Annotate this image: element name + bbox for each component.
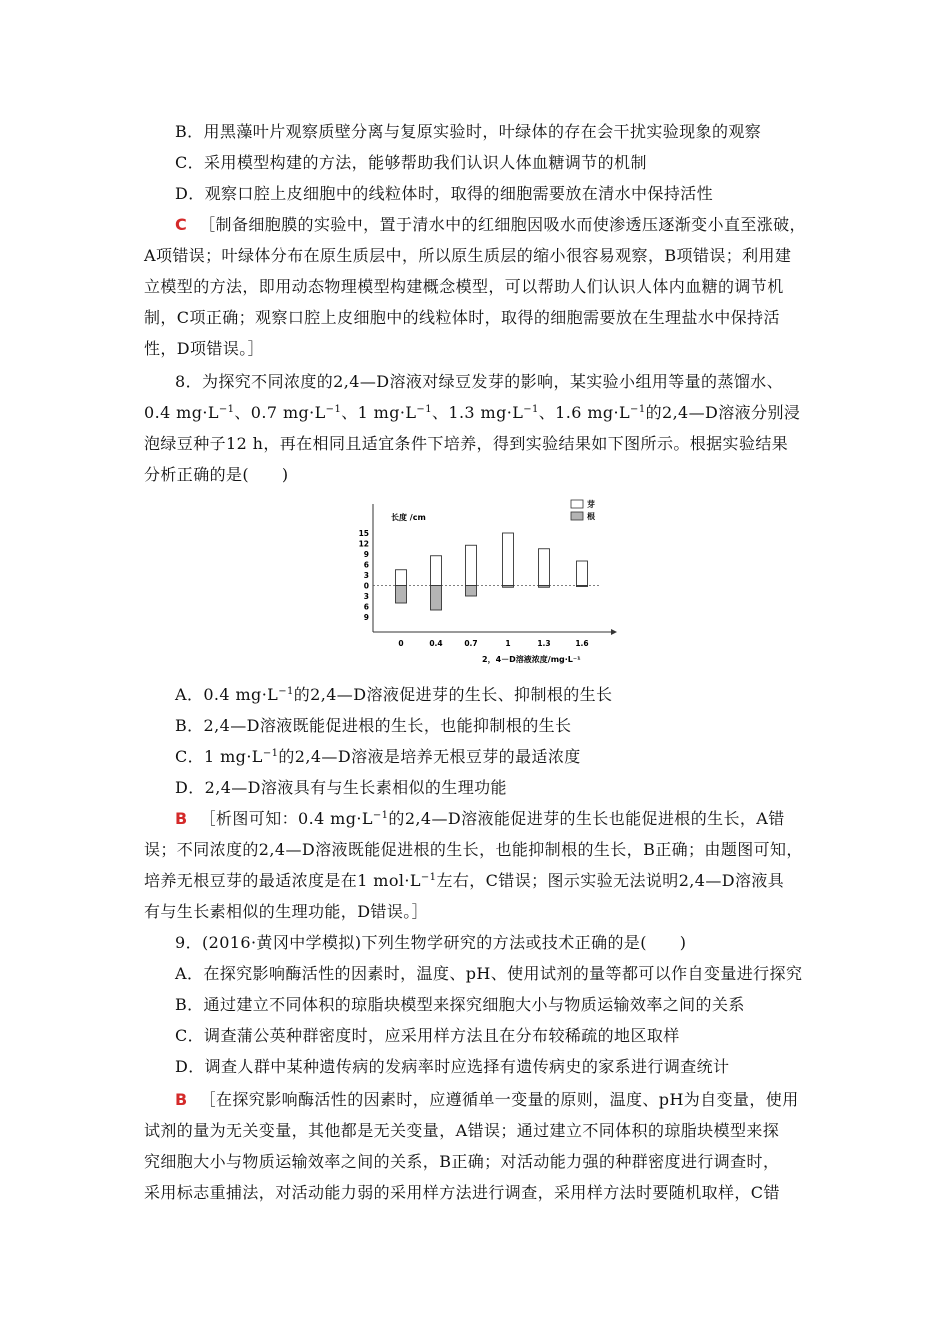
bud-bar — [466, 545, 477, 585]
x-tick-label: 0 — [398, 639, 404, 648]
q9-option-c: C．调查蒲公英种群密度时，应采用样方法且在分布较稀疏的地区取样 — [175, 1026, 680, 1045]
q9-stem: 9．(2016·黄冈中学模拟)下列生物学研究的方法或技术正确的是( ) — [175, 933, 687, 952]
q9-option-b: B．通过建立不同体积的琼脂块模型来探究细胞大小与物质运输效率之间的关系 — [175, 995, 745, 1014]
y-tick-label: 6 — [363, 560, 369, 570]
q9-explanation-line: 究细胞大小与物质运输效率之间的关系，B正确；对活动能力强的种群密度进行调查时， — [144, 1152, 780, 1171]
q8-option-c: C．1 $mg\cdot L^{-1}$的2,4—D溶液是培养无根豆芽的最适浓度 — [175, 747, 581, 766]
q7-option-c: C．采用模型构建的方法，能够帮助我们认识人体血糖调节的机制 — [175, 153, 647, 172]
q7-explanation-line: 立模型的方法，即用动态物理模型构建概念模型，可以帮助人们认识人体内血糖的调节机 — [144, 277, 784, 296]
bud-bar — [577, 561, 588, 586]
q7-option-d: D．观察口腔上皮细胞中的线粒体时，取得的细胞需要放在清水中保持活性 — [175, 184, 714, 203]
q7-option-b: B．用黑藻叶片观察质壁分离与复原实验时，叶绿体的存在会干扰实验现象的观察 — [175, 122, 762, 141]
x-tick-label: 1 — [505, 639, 511, 648]
y-tick-label: 9 — [363, 613, 369, 622]
x-tick-label: 0.4 — [429, 639, 443, 648]
q7-answer: C — [175, 215, 188, 234]
x-tick-label: 0.7 — [464, 639, 478, 648]
bud-bar — [503, 533, 514, 586]
bud-bar — [396, 570, 407, 586]
x-tick-label: 1.6 — [575, 639, 589, 648]
bud-bar — [431, 556, 442, 586]
y-tick-label: 3 — [363, 571, 369, 580]
q8-option-b: B．2,4—D溶液既能促进根的生长，也能抑制根的生长 — [175, 716, 572, 735]
x-tick-label: 1.3 — [537, 639, 551, 648]
legend-bud-label: 芽 — [587, 500, 595, 509]
bar-chart — [355, 494, 625, 670]
q8-option-d: D．2,4—D溶液具有与生长素相似的生理功能 — [175, 778, 507, 797]
q8-explanation-line: 培养无根豆芽的最适浓度是在1 $mol\cdot L^{-1}$左右，C错误；图示实验无法说明2,4—D溶液具 — [144, 871, 785, 890]
root-bar — [577, 586, 588, 587]
root-bar — [431, 586, 442, 611]
q8-explanation-line: 误；不同浓度的2,4—D溶液既能促进根的生长，也能抑制根的生长，B正确；由题图可知， — [144, 840, 803, 859]
q8-stem: 0.4 $mg\cdot L^{-1}$、0.7 $mg\cdot L^{-1}$、1 $mg\cdot L^{-1}$、1.3 $mg\cdot L^{-1}$、1.6 $mg\cdot L^{-1}$的2,4—D溶液分别浸 — [144, 403, 801, 422]
root-bar — [503, 586, 514, 588]
legend-bud-swatch — [571, 500, 583, 508]
root-bar — [466, 586, 477, 597]
root-bar — [396, 586, 407, 604]
y-tick-label: 9 — [363, 550, 369, 559]
q8-stem: 8．为探究不同浓度的2,4—D溶液对绿豆发芽的影响，某实验小组用等量的蒸馏水、 — [175, 372, 784, 391]
y-tick-label: 0 — [363, 581, 369, 591]
x-axis-label: 2，4－D溶液浓度/mg·L⁻¹ — [482, 655, 581, 664]
q7-explanation-line: C ［制备细胞膜的实验中，置于清水中的红细胞因吸水而使渗透压逐渐变小直至涨破， — [175, 215, 806, 234]
legend-root-label: 根 — [587, 512, 595, 521]
q9-explanation-line: 试剂的量为无关变量，其他都是无关变量，A错误；通过建立不同体积的琼脂块模型来探 — [144, 1121, 780, 1140]
q9-answer: B — [175, 1090, 188, 1109]
y-axis-label: 长度 /cm — [391, 513, 426, 522]
q8-answer: B — [175, 809, 188, 828]
q9-option-a: A．在探究影响酶活性的因素时，温度、pH、使用试剂的量等都可以作自变量进行探究 — [175, 964, 803, 983]
legend-root-swatch — [571, 512, 583, 520]
q9-option-d: D．调查人群中某种遗传病的发病率时应选择有遗传病史的家系进行调查统计 — [175, 1057, 730, 1076]
y-tick-label: 6 — [363, 602, 369, 612]
bud-bar — [539, 549, 550, 586]
q8-stem: 泡绿豆种子12 h，再在相同且适宜条件下培养，得到实验结果如下图所示。根据实验结果 — [144, 434, 789, 453]
q7-explanation-line: A项错误；叶绿体分布在原生质层中，所以原生质层的缩小很容易观察，B项错误；利用建 — [144, 246, 792, 265]
q8-explanation-line: 有与生长素相似的生理功能，D错误。］ — [144, 902, 429, 921]
q8-stem: 分析正确的是( ) — [144, 465, 289, 484]
root-bar — [539, 586, 550, 588]
y-tick-label: 3 — [363, 592, 369, 601]
q7-explanation-line: 性，D项错误。］ — [144, 339, 265, 358]
x-axis-arrow — [611, 629, 617, 635]
y-tick-label: 15 — [358, 529, 369, 538]
q8-explanation-line: B ［析图可知：0.4 $mg\cdot L^{-1}$的2,4—D溶液能促进芽的生长也能促进根的生长，A错 — [175, 809, 785, 828]
q9-explanation-line: 采用标志重捕法，对活动能力弱的采用样方法进行调查，采用样方法时要随机取样，C错 — [144, 1183, 780, 1202]
q7-explanation-line: 制，C项正确；观察口腔上皮细胞中的线粒体时，取得的细胞需要放在生理盐水中保持活 — [144, 308, 780, 327]
q8-option-a: A．0.4 $mg\cdot L^{-1}$的2,4—D溶液促进芽的生长、抑制根的生长 — [175, 685, 613, 704]
y-tick-label: 12 — [358, 539, 369, 549]
q9-explanation-line: B ［在探究影响酶活性的因素时，应遵循单一变量的原则，温度、pH为自变量，使用 — [175, 1090, 799, 1109]
